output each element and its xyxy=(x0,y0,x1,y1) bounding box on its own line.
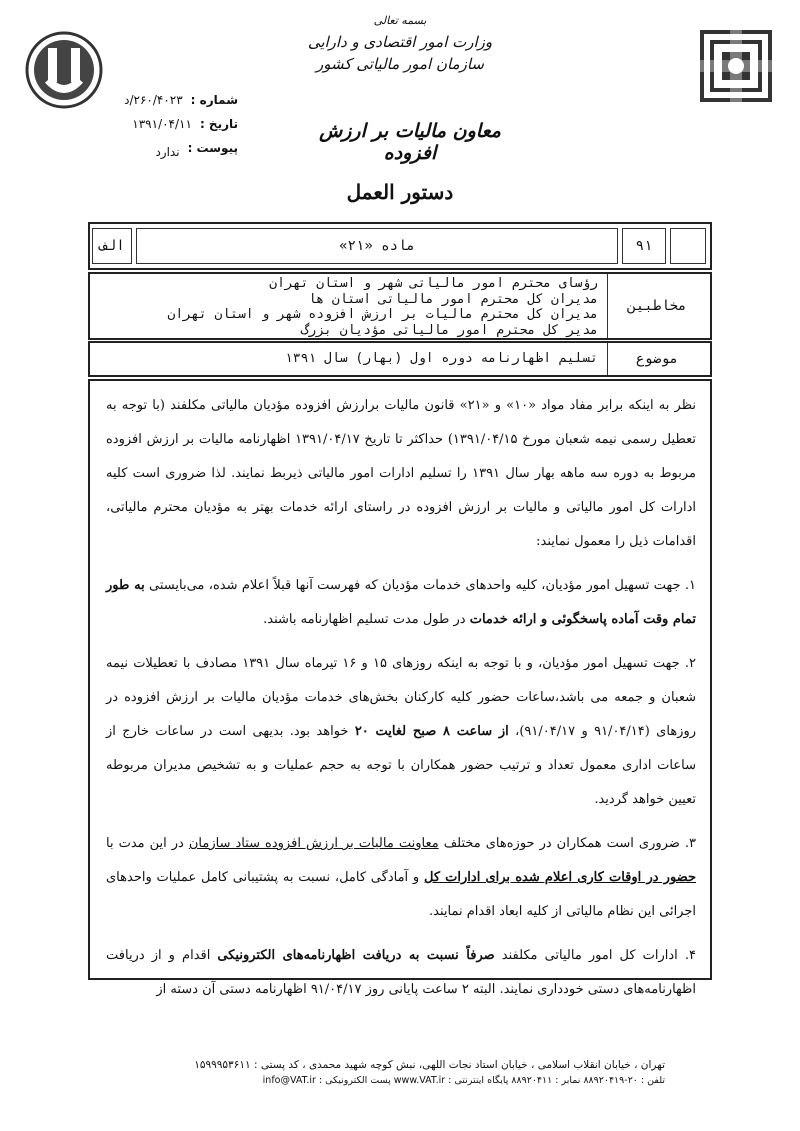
date-label: تاریخ : xyxy=(199,117,238,131)
reference-number: ۹۱ xyxy=(622,228,666,264)
subject-text: تسلیم اظهارنامه دوره اول (بهار) سال ۱۳۹۱ xyxy=(284,351,598,366)
document-title: دستور العمل xyxy=(346,180,454,204)
paragraph-3 xyxy=(106,827,696,929)
number-value: ۲۶۰/۴۰۲۳/د xyxy=(124,93,183,107)
attachment-row xyxy=(108,136,238,160)
p4-text: ۴. ادارات کل امور مالیاتی مکلفند xyxy=(494,948,696,963)
body-box xyxy=(88,379,712,997)
subject-divider xyxy=(607,343,608,375)
addressee-line: رؤسای محترم امور مالیاتی شهر و استان تهران xyxy=(269,276,598,291)
p1-bold: به طور تمام وقت آماده پاسخگوئی و ارائه خدمات xyxy=(106,578,696,627)
p2-text: ۲. جهت تسهیل امور مؤدیان، و با توجه به اینکه روزهای ۱۵ و ۱۶ تیرماه سال ۱۳۹۱ مصادف با تعطیلات نیمه شعبان و جمعه می باشد،ساعات حضور کلیه کارکنان بخش‌های خدمات مؤدیان مالیات بر ارزش افزوده در روزهای (۹۱/۰۴/۱۴ و ۹۱/۰۴/۱۷)، xyxy=(106,656,697,739)
addressees-row xyxy=(88,272,712,340)
p2-bold: از ساعت ۸ صبح لغایت ۲۰ xyxy=(354,724,509,739)
footer-contact: تلفن : ۲۰-۸۸۹۲۰۴۱۹ نمابر : ۸۸۹۲۰۴۱۱ پایگاه اینترنتی : www.VAT.ir پست الکترونیکی : info@VAT.ir xyxy=(262,1075,665,1086)
footer xyxy=(130,1058,665,1088)
subject-row xyxy=(88,341,712,377)
number-row xyxy=(108,88,238,112)
letter-meta xyxy=(108,88,238,160)
attachment-value: ندارد xyxy=(155,145,180,159)
reference-blank-cell xyxy=(670,228,706,264)
bismillah: بسمه تعالی xyxy=(373,14,427,27)
intro-paragraph: نظر به اینکه برابر مفاد مواد «۱۰» و «۲۱» قانون مالیات برارزش افزوده مؤدیان مالیاتی مکلفند (با توجه به تعطیل رسمی نیمه شعبان مورخ ۱۳۹۱/۰۴/۱۵) حداکثر تا تاریخ ۱۳۹۱/۰۴/۱۷ اظهارنامه مالیات بر ارزش افزوده مربوط به دوره سه ماهه بهار سال ۱۳۹۱ را تسلیم ادارات امور مالیاتی ذیربط نمایند. لذا ضروری است کلیه ادارات کل امور مالیاتی و مالیات بر ارزش افزوده در راستای ارائه خدمات بهتر به مؤدیان محترم مالیاتی، اقدامات ذیل را معمول نمایند: xyxy=(106,398,697,549)
p1-text: ۱. جهت تسهیل امور مؤدیان، کلیه واحدهای خدمات مؤدیان که فهرست آنها قبلاً اعلام شده، می‌بایستی xyxy=(144,578,696,593)
p3-end: و آمادگی کامل، نسبت به پشتیبانی کامل عملیات واحدهای اجرائی این نظام مالیاتی از کلیه ابعاد اقدام نمایند. xyxy=(106,870,696,919)
paragraph-4 xyxy=(106,939,696,1007)
p3-bold: حضور در اوقات کاری اعلام شده برای ادارات کل xyxy=(423,870,696,885)
organization-name: سازمان امور مالیاتی کشور xyxy=(316,55,484,73)
tax-organization-logo-icon xyxy=(24,30,104,110)
attachment-label: پیوست : xyxy=(187,141,238,155)
paragraph-2 xyxy=(106,647,696,817)
number-label: شماره : xyxy=(190,93,238,107)
addressees-divider xyxy=(607,274,608,338)
paragraph-1 xyxy=(106,569,696,637)
ministry-name: وزارت امور اقتصادی و دارایی xyxy=(307,33,493,51)
p4-end: اقدام و از دریافت اظهارنامه‌های دستی خودداری نمایند. البته ۲ ساعت پایانی روز ۹۱/۰۴/۱۷ اظهارنامه دستی آن دسته از xyxy=(106,948,696,997)
letterhead xyxy=(270,14,530,73)
reference-row xyxy=(88,222,712,270)
p3-text: ۳. ضروری است همکاران در حوزه‌های مختلف xyxy=(438,836,697,851)
subject-label: موضوع xyxy=(635,351,679,367)
addressee-line: مدیر کل محترم امور مالیاتی مؤدیان بزرگ xyxy=(300,322,598,338)
addressee-line: مدیران کل محترم مالیات بر ارزش افزوده شهر و استان تهران xyxy=(167,307,598,322)
body-text xyxy=(106,389,696,1017)
date-row xyxy=(108,112,238,136)
reference-article: ماده «۲۱» xyxy=(136,228,618,264)
p4-bold: صرفاً نسبت به دریافت اظهارنامه‌های الکترونیکی xyxy=(217,948,495,963)
ministry-emblem-icon xyxy=(700,30,772,102)
p2-end: خواهد بود. بدیهی است در ساعات خارج از ساعات اداری معمول تعداد و ترتیب حضور همکاران با توجه به حجم عملیات و به تشخیص مدیران مربوطه تعیین خواهد گردید. xyxy=(106,724,696,807)
footer-address: تهران ، خیابان انقلاب اسلامی ، خیابان استاد نجات اللهی، نبش کوچه شهید محمدی ، کد پستی : ۱۵۹۹۹۵۳۶۱۱ xyxy=(194,1059,665,1071)
p3-underlined: معاونت مالیات بر ارزش افزوده ستاد سازمان xyxy=(188,836,439,851)
p1-end: در طول مدت تسلیم اظهارنامه باشند. xyxy=(263,612,470,627)
addressees-list xyxy=(98,276,598,338)
reference-letter: الف xyxy=(92,228,132,264)
p3-mid: در این مدت با xyxy=(106,836,189,851)
deputy-title: معاون مالیات بر ارزش افزوده xyxy=(319,120,501,164)
date-value: ۱۳۹۱/۰۴/۱۱ xyxy=(132,117,192,131)
addressee-line: مدیران کل محترم امور مالیاتی استان ها xyxy=(308,291,598,307)
addressees-label: مخاطبین xyxy=(627,298,687,314)
